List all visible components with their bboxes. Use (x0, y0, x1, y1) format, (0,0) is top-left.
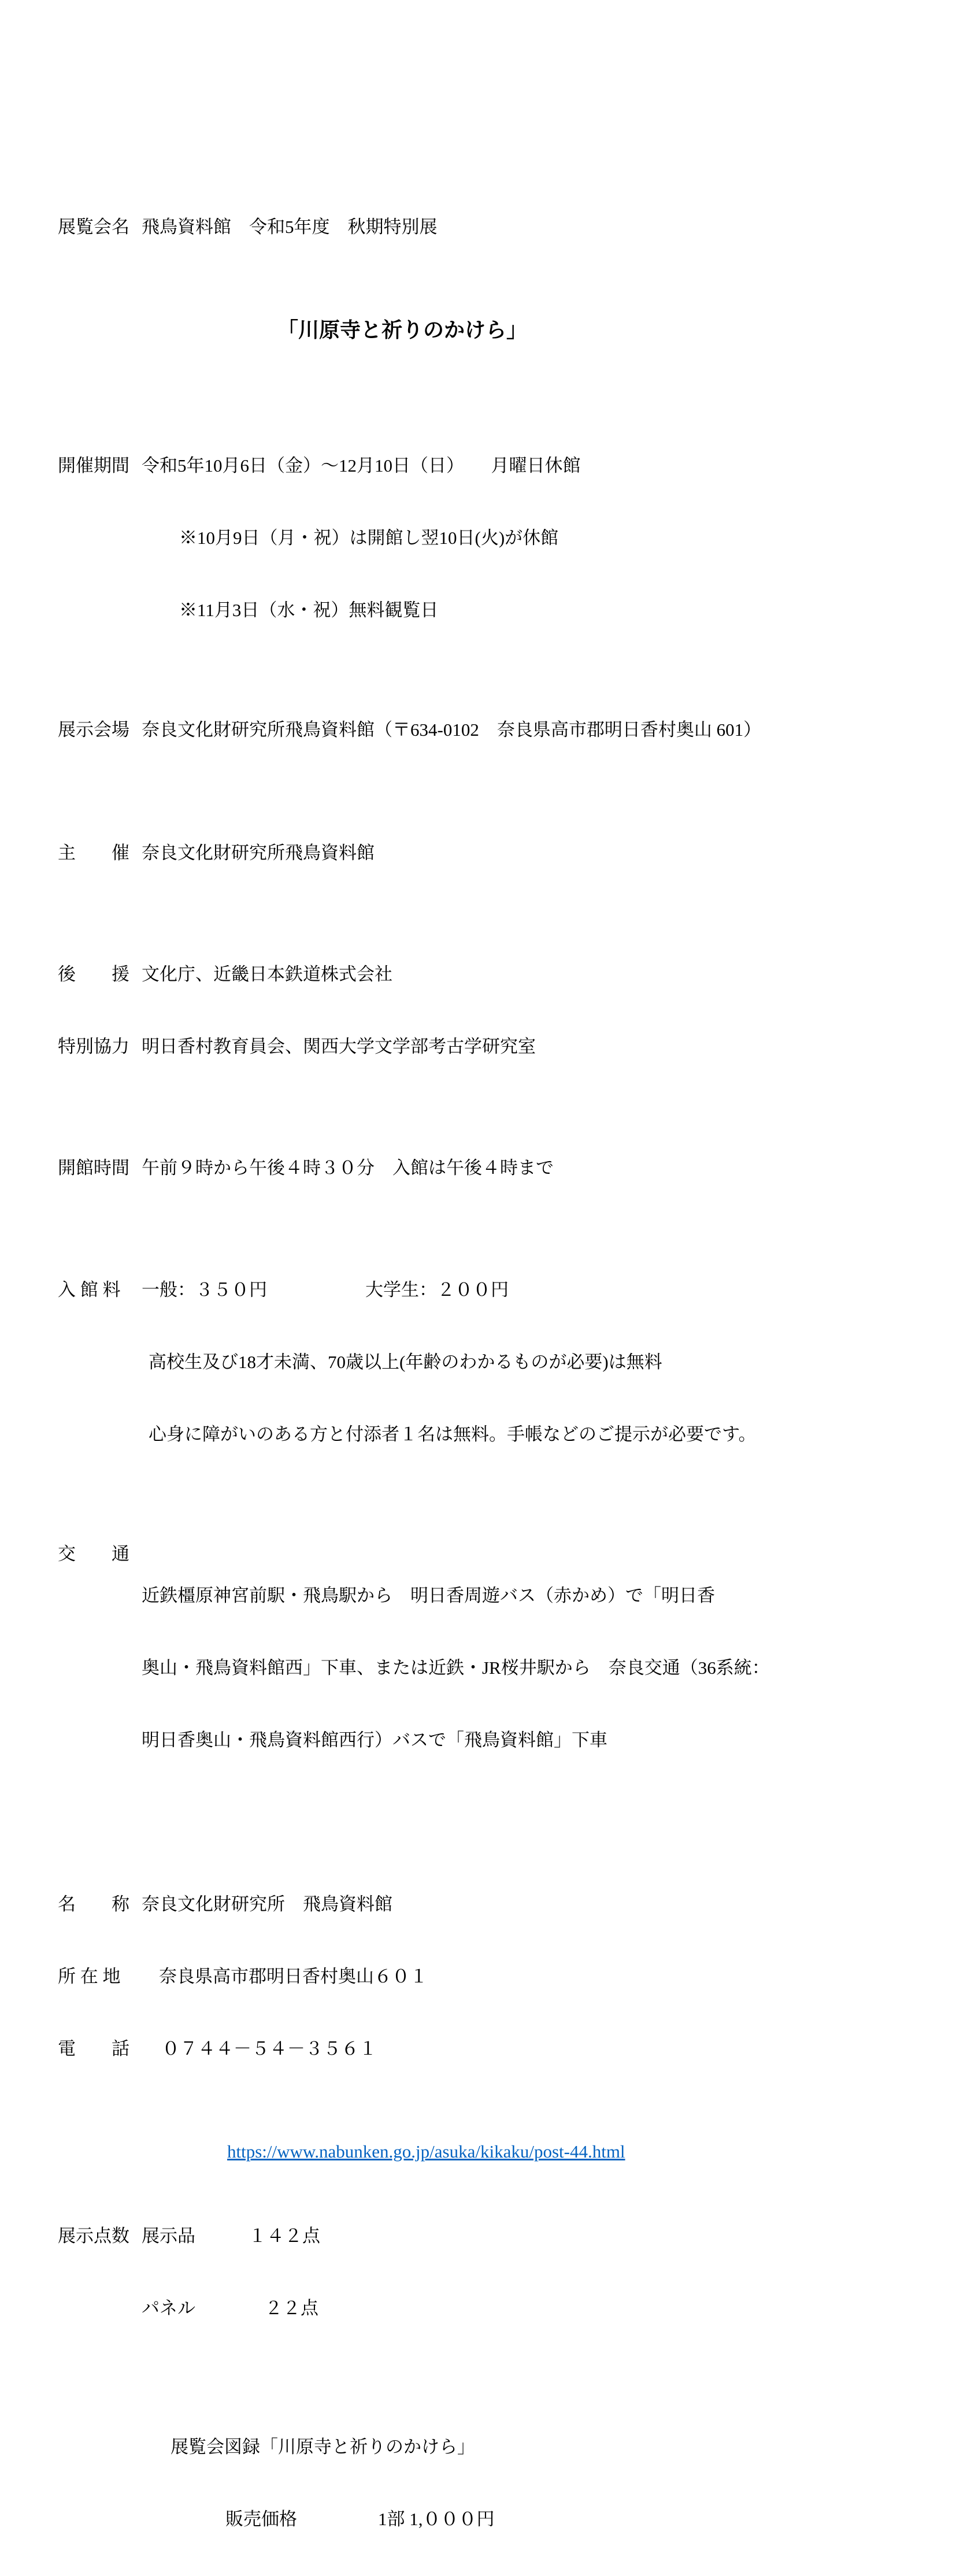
phone-label: 電 話 (58, 2038, 129, 2059)
items-line-2 (142, 2293, 318, 2323)
access-row (58, 1539, 921, 1797)
exhibition-title: 「川原寺と祈りのかけら」 (277, 318, 528, 342)
admission-note-1: 高校生及び18才未満、70歳以上(年齢のわかるものが必要)は無料 (149, 1352, 662, 1372)
period-note-1: ※10月9日（月・祝）は開館し翌10日(火)が休館 (179, 528, 559, 548)
items-line-1 (142, 2221, 320, 2251)
access-line-3: 明日香奥山・飛鳥資料館西行）バスで「飛鳥資料館」下車 (142, 1730, 607, 1750)
access-line-2: 奥山・飛鳥資料館西」下車、または近鉄・JR桜井駅から 奈良交通（36系統： (142, 1658, 770, 1678)
items-row-1 (58, 2221, 921, 2251)
hours-row (58, 1152, 921, 1183)
items-label: 展示点数 (58, 2226, 129, 2246)
phone-value: ０７４４－５４－３５６１ (162, 2038, 377, 2059)
organizer-label: 主 催 (58, 843, 129, 863)
period-value: 令和5年10月6日（金）～12月10日（日） 月曜日休館 (142, 455, 581, 476)
price-value: 1部 1,０００円 (378, 2509, 495, 2529)
price-label: 販売価格 (225, 2509, 297, 2529)
support-value: 文化庁、近畿日本鉄道株式会社 (142, 964, 392, 984)
special-cooperation-label: 特別協力 (58, 1036, 129, 1057)
admission-note-2: 心身に障がいのある方と付添者１名は無料。手帳などのご提示が必要です。 (149, 1424, 757, 1444)
period-note-2: ※11月3日（水・祝）無料観覧日 (179, 600, 439, 620)
special-cooperation-row (58, 1031, 921, 1062)
exhibition-name-label: 展覧会名 (58, 217, 129, 237)
items-row-2 (58, 2293, 921, 2323)
admission-label: 入 館 料 (58, 1280, 121, 1300)
access-line-1: 近鉄橿原神宮前駅・飛鳥駅から 明日香周遊バス（赤かめ）で「明日香 (142, 1585, 715, 1606)
facility-name-value: 奈良文化財研究所 飛鳥資料館 (142, 1894, 392, 1914)
venue-row (58, 714, 921, 745)
venue-value: 奈良文化財研究所飛鳥資料館（〒634-0102 奈良県高市郡明日香村奥山 601） (142, 720, 762, 740)
items-line-2-count: ２２点 (265, 2298, 318, 2318)
hours-value: 午前９時から午後４時３０分 入館は午後４時まで (142, 1158, 554, 1178)
hours-label: 開館時間 (58, 1158, 129, 1178)
organizer-row (58, 837, 921, 868)
access-label: 交 通 (58, 1544, 129, 1564)
website-link[interactable]: https://www.nabunken.go.jp/asuka/kikaku/post-44.html (227, 2141, 625, 2162)
period-row (58, 450, 921, 481)
items-line-1-count: １４２点 (249, 2226, 320, 2246)
exhibition-name-row (58, 212, 921, 242)
access-lines (142, 1539, 770, 1797)
admission-university: 大学生：２００円 (365, 1280, 509, 1300)
organizer-value: 奈良文化財研究所飛鳥資料館 (142, 843, 375, 863)
admission-row (58, 1274, 921, 1305)
address-row (58, 1961, 921, 1992)
address-value: 奈良県高市郡明日香村奥山６０１ (159, 1966, 428, 1986)
website-row (209, 2106, 921, 2162)
address-label: 所 在 地 (58, 1966, 121, 1986)
phone-row (58, 2033, 921, 2064)
catalog-title: 展覧会図録「川原寺と祈りのかけら」 (171, 2437, 475, 2457)
special-cooperation-value: 明日香村教育員会、関西大学文学部考古学研究室 (142, 1036, 536, 1057)
exhibition-name-value: 飛鳥資料館 令和5年度 秋期特別展 (142, 217, 438, 237)
support-label: 後 援 (58, 964, 129, 984)
items-line-2-name: パネル (142, 2298, 195, 2318)
price-row (225, 2504, 921, 2534)
items-line-1-name: 展示品 (142, 2226, 195, 2246)
facility-name-label: 名 称 (58, 1894, 129, 1914)
admission-general: 一般：３５０円 (142, 1280, 267, 1300)
period-label: 開催期間 (58, 455, 129, 476)
facility-name-row (58, 1889, 921, 1919)
support-row (58, 959, 921, 989)
admission-values (142, 1274, 509, 1305)
venue-label: 展示会場 (58, 720, 129, 740)
